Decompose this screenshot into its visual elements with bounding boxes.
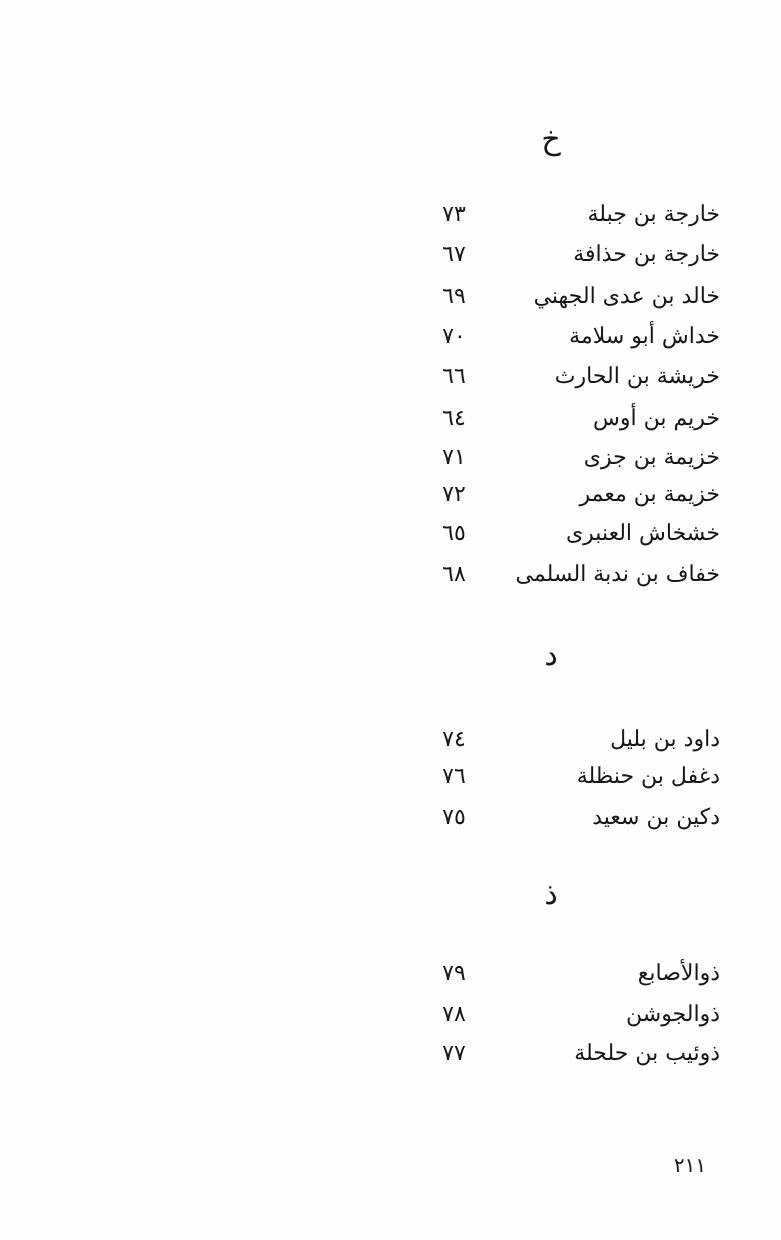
entry-name: خارجة بن حذافة [573, 242, 720, 267]
entry-name: خداش أبو سلامة [569, 324, 720, 349]
entry-page-number: ٧٨ [442, 1002, 466, 1027]
entry-page-number: ٧٠ [442, 324, 466, 349]
entry-name: دغفل بن حنظلة [576, 764, 720, 789]
entry-name: خزيمة بن جزى [583, 445, 720, 470]
index-entry [420, 514, 720, 554]
entry-page-number: ٦٨ [442, 562, 466, 587]
index-entry [420, 277, 720, 317]
index-entry [420, 235, 720, 275]
entry-page-number: ٧٢ [442, 482, 466, 507]
index-entry [420, 195, 720, 235]
entry-name: ذوالجوشن [626, 1002, 720, 1027]
page-number: ٢١١ [673, 1153, 707, 1177]
index-entry [420, 438, 720, 478]
entry-name: خشخاش العنبرى [565, 521, 720, 546]
entry-name: داود بن بليل [610, 727, 720, 752]
entry-page-number: ٦٤ [442, 406, 466, 431]
index-entry [420, 995, 720, 1035]
entry-page-number: ٦٦ [442, 364, 466, 389]
entry-page-number: ٦٩ [442, 284, 466, 309]
entry-name: خالد بن عدى الجهني [533, 284, 720, 309]
section-heading-kha: خ [541, 122, 561, 157]
index-entry [420, 1034, 720, 1074]
entry-page-number: ٧٣ [442, 202, 466, 227]
index-entry [420, 954, 720, 994]
entry-page-number: ٧١ [442, 445, 466, 470]
entry-page-number: ٦٥ [442, 521, 466, 546]
section-heading-dhal: ذ [544, 877, 558, 912]
entry-name: خريم بن أوس [593, 406, 720, 431]
index-entry [420, 399, 720, 439]
entry-name: خزيمة بن معمر [579, 482, 720, 507]
index-entry [420, 317, 720, 357]
entry-page-number: ٧٤ [442, 727, 466, 752]
index-entry [420, 798, 720, 838]
entry-page-number: ٧٧ [442, 1041, 466, 1066]
entry-name: خارجة بن جبلة [587, 202, 720, 227]
index-entry [420, 555, 720, 595]
entry-name: خفاف بن ندبة السلمى [515, 562, 720, 587]
index-entry [420, 357, 720, 397]
entry-name: ذوالأصابع [637, 961, 720, 986]
index-entry [420, 720, 720, 760]
entry-page-number: ٧٥ [442, 805, 466, 830]
entry-name: دكين بن سعيد [592, 805, 720, 830]
entry-page-number: ٦٧ [442, 242, 466, 267]
entry-page-number: ٧٦ [442, 764, 466, 789]
entry-page-number: ٧٩ [442, 961, 466, 986]
entry-name: ذوئيب بن حلحلة [574, 1041, 720, 1066]
entry-name: خريشة بن الحارث [554, 364, 720, 389]
section-heading-dal: د [544, 638, 558, 673]
index-entry [420, 475, 720, 515]
index-entry [420, 757, 720, 797]
